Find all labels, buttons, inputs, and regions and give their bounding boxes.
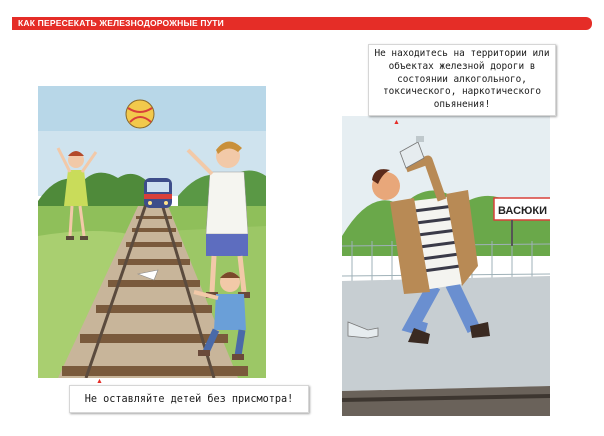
caption-no-intoxication	[368, 44, 556, 116]
drunk-man-on-platform-illustration	[342, 116, 550, 416]
caption-pointer-marker: ▲	[96, 378, 103, 385]
section-title: КАК ПЕРЕСЕКАТЬ ЖЕЛЕЗНОДОРОЖНЫЕ ПУТИ	[18, 18, 224, 28]
station-sign-text: ВАСЮКИ	[498, 205, 547, 217]
caption-right-text: Не находитесь на территории или объектах железной дороги в состоянии алкогольного, токсического, наркотического опьянения!	[374, 48, 550, 111]
children-on-tracks-illustration	[38, 86, 266, 378]
caption-left-text: Не оставляйте детей без присмотра!	[84, 393, 294, 405]
caption-pointer-marker: ▲	[393, 119, 400, 126]
caption-supervise-children	[69, 385, 309, 413]
section-header-bar	[12, 17, 592, 30]
